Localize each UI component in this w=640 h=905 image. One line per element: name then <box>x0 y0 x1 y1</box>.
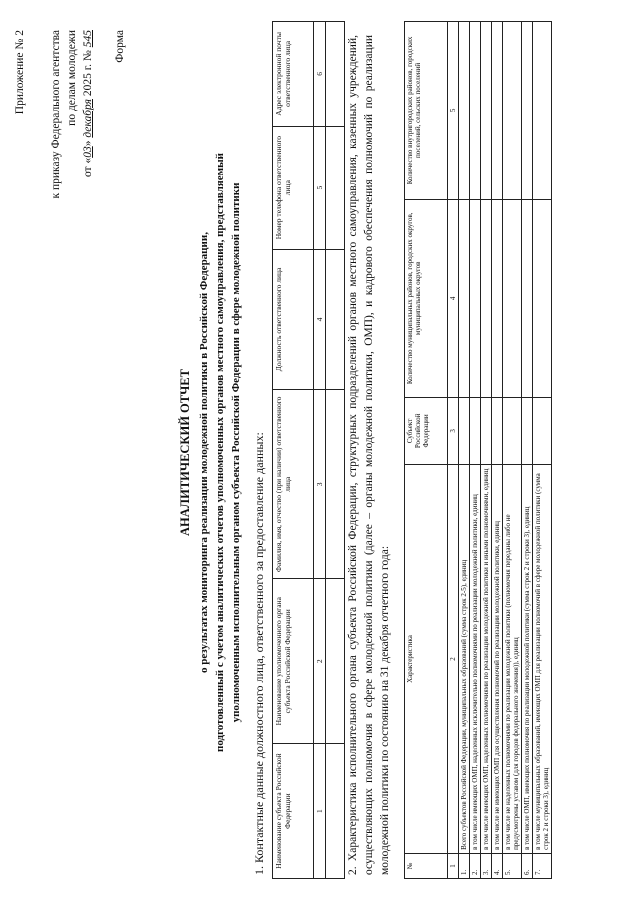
col-authority: Наименование уполномоченного органа субъекта Российской Федерации <box>273 579 314 744</box>
form-label: Форма <box>114 30 126 63</box>
col-position: Должность ответственного лица <box>273 249 314 390</box>
num-cell: 2 <box>314 579 326 744</box>
num-cell: 2 <box>448 465 459 854</box>
data-cell[interactable] <box>503 22 522 200</box>
data-cell[interactable] <box>459 397 470 464</box>
row-number: 7. <box>533 853 552 878</box>
data-cell[interactable] <box>522 397 533 464</box>
col-phone: Номер телефона ответственного лица <box>273 126 314 249</box>
num-cell: 4 <box>448 199 459 397</box>
num-cell: 6 <box>314 22 326 127</box>
table-row <box>522 22 533 879</box>
data-cell[interactable] <box>470 397 481 464</box>
data-cell[interactable] <box>503 397 522 464</box>
row-number: 2. <box>470 853 481 878</box>
col-number: № <box>405 853 448 878</box>
row-text: в том числе не наделенных полномочиями по реализации молодежной политики (полномочия переданы либо не предусмотрены уставом (для городов федерального значения)), единиц <box>503 465 522 854</box>
row-text: в том числе ОМП, имеющих полномочия по реализации молодежной политики (сумма строк 2 и строки 3), единиц <box>522 465 533 854</box>
data-cell[interactable] <box>326 249 345 390</box>
num-cell: 5 <box>314 126 326 249</box>
report-title: АНАЛИТИЧЕСКИЙ ОТЧЕТ <box>178 369 192 536</box>
col-email: Адрес электронной почты ответственного лица <box>273 22 314 127</box>
num-cell: 1 <box>314 744 326 879</box>
contacts-data-row <box>326 22 345 879</box>
num-cell: 3 <box>448 397 459 464</box>
data-cell[interactable] <box>459 199 470 397</box>
report-subtitle-1: о результатах мониторинга реализации молодежной политики в Российской Федерации, <box>198 232 210 673</box>
num-cell: 5 <box>448 22 459 200</box>
data-cell[interactable] <box>522 22 533 200</box>
data-cell[interactable] <box>492 22 503 200</box>
contacts-header-row <box>273 22 314 879</box>
order-mid: » <box>82 140 94 147</box>
order-line-1: к приказу Федерального агентства <box>50 30 62 199</box>
data-cell[interactable] <box>459 22 470 200</box>
report-subtitle-2: подготовленный с учетом аналитических отчетов уполномоченных органов местного самоуправления, представляемый <box>214 153 226 752</box>
order-number: 545 <box>82 30 94 48</box>
data-cell[interactable] <box>533 22 552 200</box>
col-subject-rf: Субъект Российской Федерации <box>405 397 448 464</box>
data-cell[interactable] <box>522 199 533 397</box>
data-cell[interactable] <box>503 199 522 397</box>
row-number: 4. <box>492 853 503 878</box>
table-row <box>459 22 470 879</box>
data-cell[interactable] <box>533 397 552 464</box>
row-text: в том числе муниципальных образований, имеющих ОМП для реализации полномочий в сфере молодежной политики (сумма строк 2 и строки 3), единиц <box>533 465 552 854</box>
row-number: 6. <box>522 853 533 878</box>
num-cell: 3 <box>314 390 326 579</box>
characteristics-table <box>404 21 552 879</box>
table-row <box>492 22 503 879</box>
data-cell[interactable] <box>470 199 481 397</box>
data-cell[interactable] <box>326 22 345 127</box>
col-mun-districts: Количество муниципальных районов, городских округов, муниципальных округов <box>405 199 448 397</box>
col-settlements: Количество внутригородских районов, городских поселений, сельских поселений <box>405 22 448 200</box>
table-row <box>470 22 481 879</box>
row-text: в том числе не имеющих ОМП для осуществления полномочий по реализации молодежной политики, единиц <box>492 465 503 854</box>
data-cell[interactable] <box>492 397 503 464</box>
data-cell[interactable] <box>326 579 345 744</box>
table-row <box>481 22 492 879</box>
order-year: 2025 г. № <box>82 50 94 97</box>
col-subject: Наименование субъекта Российской Федерации <box>273 744 314 879</box>
row-text: Всего субъектов Российской Федерации, муниципальных образований (сумма строк 2-5), единиц <box>459 465 470 854</box>
table-row <box>533 22 552 879</box>
data-cell[interactable] <box>481 22 492 200</box>
order-month: декабря <box>82 99 94 138</box>
order-line-2: по делам молодежи <box>66 30 78 126</box>
row-number: 1. <box>459 853 470 878</box>
row-number: 3. <box>481 853 492 878</box>
num-cell: 4 <box>314 249 326 390</box>
section2-description: 2. Характеристика исполнительного органа субъекта Российской Федерации, структурных подразделений органов местного самоуправления, казенных учреждений, осуществляющих полномочия в сфере молодежной политики (далее – органы молодежной политики, ОМП), и кадрового обеспечения полномочий по реализации молодежной политики по состоянию на 31 декабря отчетного года: <box>347 35 391 875</box>
contacts-number-row <box>314 22 326 879</box>
appendix-label: Приложение № 2 <box>14 30 26 115</box>
data-cell[interactable] <box>326 390 345 579</box>
order-prefix: от « <box>82 157 94 178</box>
row-text: в том числе имеющих ОМП, наделенных полномочиями по реализации молодежной политики и иными полномочиями, единиц <box>481 465 492 854</box>
section1-heading: 1. Контактные данные должностного лица, ответственного за предоставление данных: <box>252 432 266 875</box>
char-number-row <box>448 22 459 879</box>
table-row <box>503 22 522 879</box>
data-cell[interactable] <box>326 744 345 879</box>
order-day: 03 <box>82 146 94 158</box>
data-cell[interactable] <box>481 199 492 397</box>
data-cell[interactable] <box>481 397 492 464</box>
order-line-3 <box>82 30 94 177</box>
row-text: в том числе имеющих ОМП, наделенных исключительно полномочиями по реализации молодежной политики, единиц <box>470 465 481 854</box>
col-fio: Фамилия, имя, отчество (при наличии) ответственного лица <box>273 390 314 579</box>
num-cell: 1 <box>448 853 459 878</box>
char-header-row <box>405 22 448 879</box>
col-characteristic: Характеристика <box>405 465 448 854</box>
row-number: 5. <box>503 853 522 878</box>
report-subtitle-3: уполномоченным исполнительным органом субъекта Российской Федерации в сфере молодежной политики <box>230 182 242 723</box>
data-cell[interactable] <box>492 199 503 397</box>
data-cell[interactable] <box>470 22 481 200</box>
contacts-table <box>272 21 345 879</box>
data-cell[interactable] <box>533 199 552 397</box>
data-cell[interactable] <box>326 126 345 249</box>
